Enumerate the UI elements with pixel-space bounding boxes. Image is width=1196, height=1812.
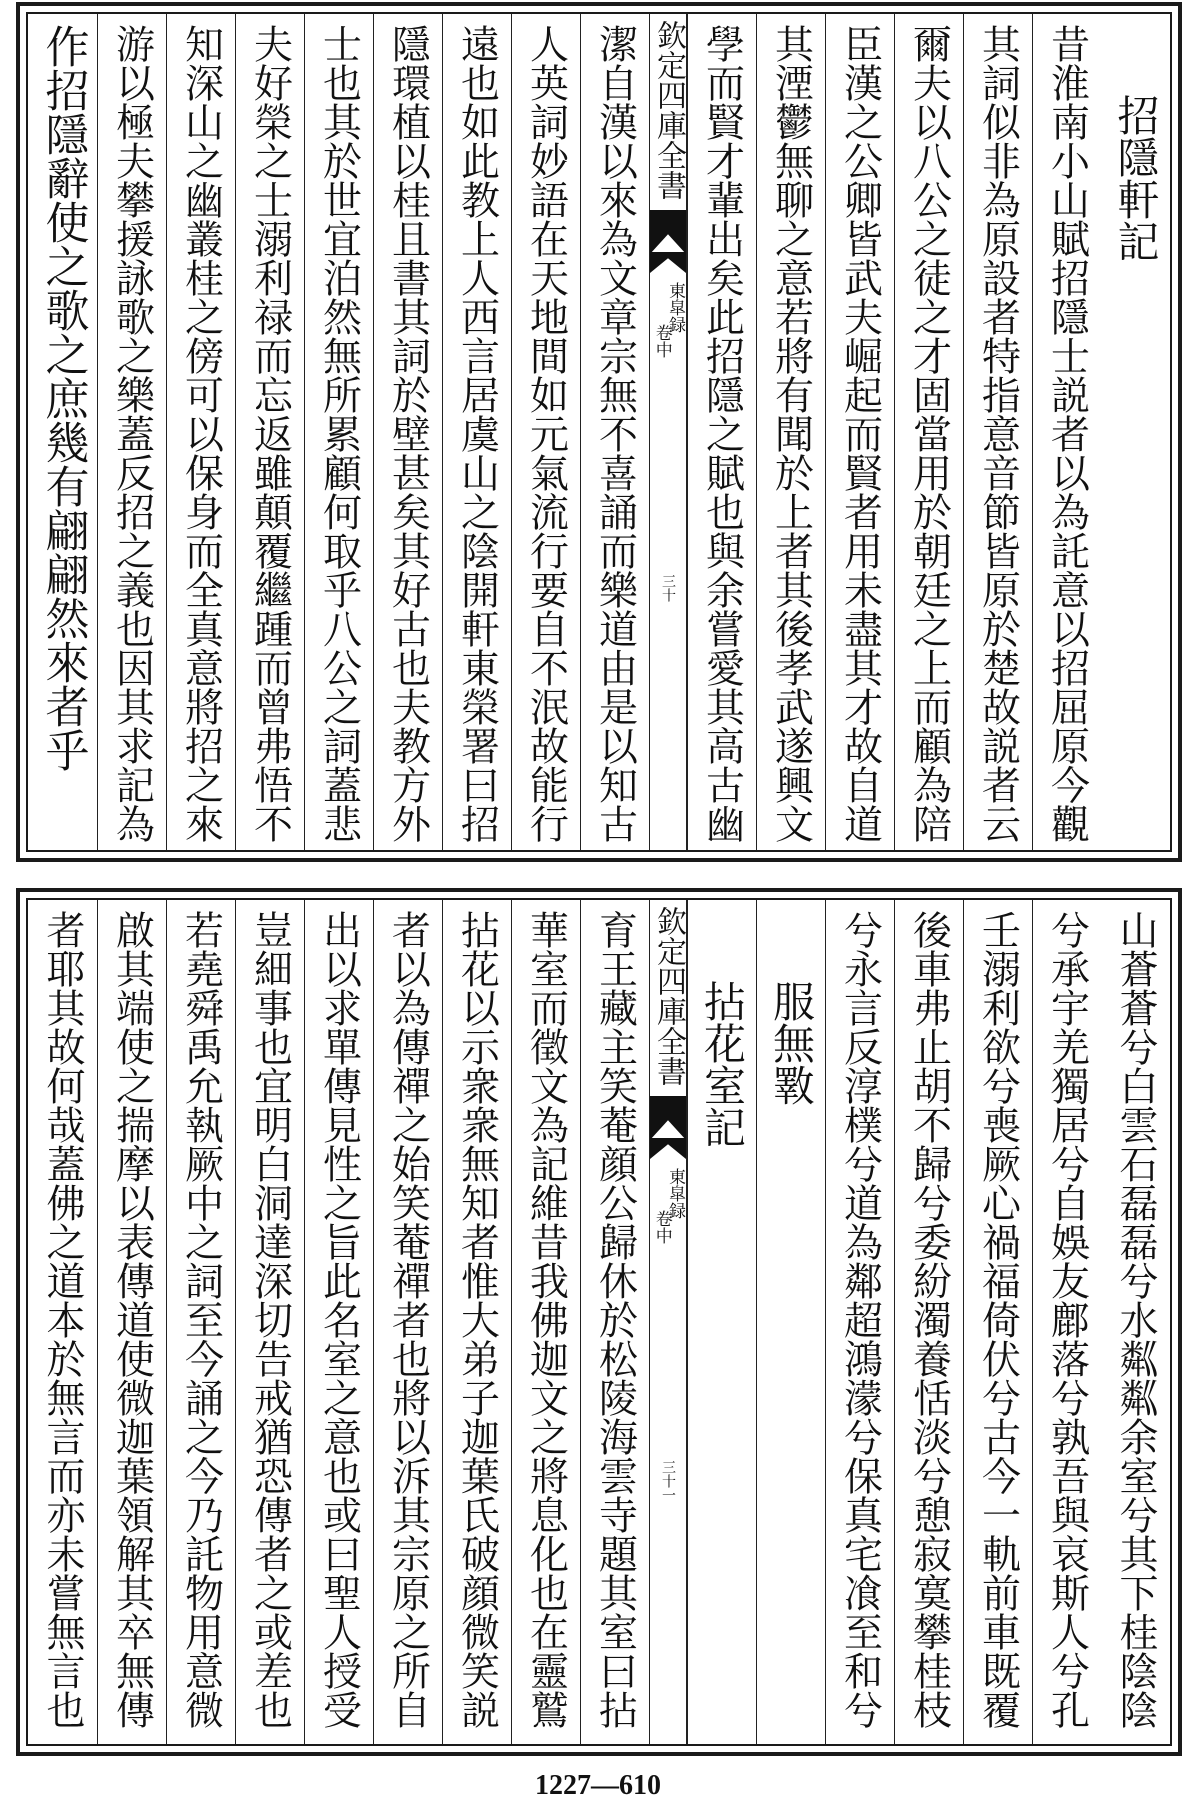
column-text: 者耶其故何哉蓋佛之道本於無言而亦未嘗無言也 [40, 910, 85, 1729]
column-text: 其湮鬱無聊之意若將有聞於上者其後孝武遂興文 [768, 24, 814, 843]
bottom_page-column-13 [235, 900, 304, 1744]
column-text: 作招隱辭使之歌之庶幾有翩翩然來者乎 [37, 24, 89, 772]
column-text: 服無斁 [767, 980, 816, 1106]
top_page-column-6 [756, 14, 825, 850]
top_page-column-7 [687, 14, 756, 850]
bottom-page-frame [26, 898, 1172, 1746]
bottom_page-column-2 [1032, 900, 1101, 1744]
bottom_page-column-11 [373, 900, 442, 1744]
gutter-page-number: 三十 [660, 574, 676, 602]
bottom_page-column-3 [963, 900, 1032, 1744]
column-text: 昔淮南小山賦招隱士説者以為託意以招屈原今觀 [1044, 24, 1090, 843]
column-text: 育王藏主笑菴顔公歸休於松陵海雲寺題其室曰拈 [592, 910, 638, 1729]
top_page-gutter [649, 14, 687, 850]
gutter-title: 欽定四庫全書 [651, 906, 686, 1086]
top_page-column-5 [825, 14, 894, 850]
column-text: 出以求單傳見性之旨此名室之意也或曰聖人授受 [316, 910, 362, 1729]
bottom_page-column-7 [687, 900, 756, 1744]
bottom-page [16, 888, 1182, 1756]
column-text: 隱環植以桂且書其詞於壁甚矣其好古也夫教方外 [385, 24, 431, 843]
column-text: 夫好榮之士溺利禄而忘返雖顛覆繼踵而曾弗悟不 [247, 24, 293, 843]
bottom_page-column-16 [28, 900, 97, 1744]
column-text: 人英詞妙語在天地間如元氣流行要自不泯故能行 [523, 24, 569, 843]
top_page-column-16 [28, 14, 97, 850]
column-text: 潔自漢以來為文章宗無不喜誦而樂道由是以知古 [592, 24, 638, 843]
top_page-column-3 [963, 14, 1032, 850]
bottom_page-column-12 [304, 900, 373, 1744]
column-text: 山蒼蒼兮白雲石磊磊兮水粼粼余室兮其下桂陰陰 [1113, 910, 1158, 1729]
bottom_page-column-1 [1101, 900, 1170, 1744]
top_page-column-1 [1101, 14, 1170, 850]
column-text: 拈花以示衆衆無知者惟大弟子迦葉氏破顔微笑説 [454, 910, 500, 1729]
column-text: 華室而徵文為記維昔我佛迦文之將息化也在靈鷲 [523, 910, 569, 1729]
gutter-book-name: 東皐録 [665, 1168, 685, 1219]
top_page-column-4 [894, 14, 963, 850]
column-text: 拈花室記 [698, 980, 747, 1148]
fish-tail-mark-lower [650, 252, 686, 273]
top_page-column-8 [580, 14, 649, 850]
bottom_page-column-15 [97, 900, 166, 1744]
column-text: 學而賢才輩出矣此招隱之賦也與余嘗愛其高古幽 [699, 24, 745, 843]
page-footer-number: 1227—610 [535, 1770, 661, 1801]
column-text: 士也其於世宜泊然無所累顧何取乎八公之詞蓋悲 [316, 24, 362, 843]
top-page-frame [26, 12, 1172, 852]
bottom_page-column-14 [166, 900, 235, 1744]
bottom_page-column-4 [894, 900, 963, 1744]
column-text: 其詞似非為原設者特指意音節皆原於楚故説者云 [975, 24, 1021, 843]
fish-tail-mark [650, 1096, 686, 1140]
fish-tail-mark-lower [650, 1138, 686, 1159]
column-text: 游以極夫攀援詠歌之樂蓋反招之義也因其求記為 [109, 24, 155, 843]
top_page-column-14 [166, 14, 235, 850]
bottom_page-column-10 [442, 900, 511, 1744]
column-text: 臣漢之公卿皆武夫崛起而賢者用未盡其才故自道 [837, 24, 883, 843]
gutter-page-number: 三十一 [660, 1460, 676, 1502]
gutter-volume: 卷中 [651, 1210, 672, 1244]
column-text: 爾夫以八公之徒之才固當用於朝廷之上而顧為陪 [906, 24, 952, 843]
column-text: 後車弗止胡不歸兮委紛濁養恬淡兮憩寂寞攀桂枝 [906, 910, 952, 1729]
column-text: 兮永言反淳樸兮道為鄰超鴻濛兮保真宅飡至和兮 [837, 910, 883, 1729]
top_page-column-15 [97, 14, 166, 850]
column-text: 者以為傳禪之始笑菴禪者也將以泝其宗原之所自 [385, 910, 431, 1729]
column-text: 壬溺利欲兮喪厥心禍福倚伏兮古今一軌前車既覆 [975, 910, 1021, 1729]
bottom_page-column-6 [756, 900, 825, 1744]
column-text: 兮承宇羌獨居兮自娛友鄜落兮孰吾與哀斯人兮孔 [1044, 910, 1090, 1729]
bottom_page-column-8 [580, 900, 649, 1744]
top-page [16, 2, 1182, 862]
column-text: 若堯舜禹允執厥中之詞至今誦之今乃託物用意微 [178, 910, 224, 1729]
column-text: 知深山之幽叢桂之傍可以保身而全真意將招之來 [178, 24, 224, 843]
top_page-column-2 [1032, 14, 1101, 850]
bottom_page-column-5 [825, 900, 894, 1744]
gutter-book-name: 東皐録 [665, 282, 685, 333]
column-text: 遠也如此教上人西言居虞山之陰開軒東榮署曰招 [454, 24, 500, 843]
column-text: 豈細事也宜明白洞達深切告戒猶恐傳者之或差也 [247, 910, 293, 1729]
top_page-column-11 [373, 14, 442, 850]
bottom_page-column-9 [511, 900, 580, 1744]
column-text: 啟其端使之揣摩以表傳道使微迦葉領解其卒無傳 [109, 910, 155, 1729]
top_page-column-12 [304, 14, 373, 850]
column-text: 招隱軒記 [1111, 94, 1161, 262]
gutter-volume: 卷中 [651, 324, 672, 358]
gutter-title: 欽定四庫全書 [651, 20, 686, 200]
fish-tail-mark [650, 210, 686, 254]
top_page-column-13 [235, 14, 304, 850]
top_page-column-9 [511, 14, 580, 850]
bottom_page-gutter [649, 900, 687, 1744]
top_page-column-10 [442, 14, 511, 850]
